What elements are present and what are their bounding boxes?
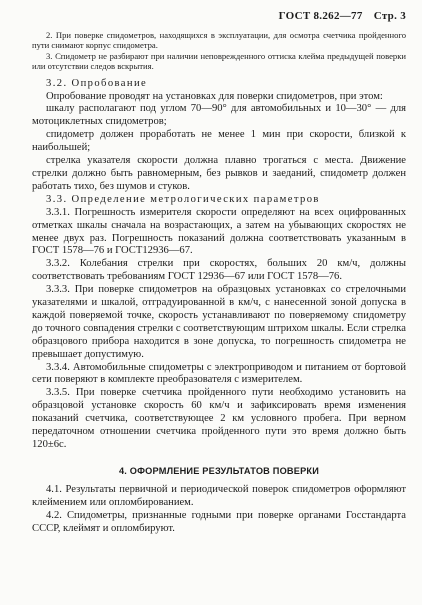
section-3-2-intro: Опробование проводят на установках для поверки спидометров, при этом: (46, 90, 383, 102)
note-2: 2. При поверке спидометров, находящихся в эксплуатации, для осмотра счетчика пройденного пути снимают корпус спидометра. (32, 30, 406, 51)
paragraph-3-3-1: 3.3.1. Погрешность измерителя скорости определяют на всех оцифрованных отметках шкалы сначала на возрастающих, а затем на убывающих скоростях не менее двух раз. Погрешность показаний должна соответствовать указанным в ГОСТ 1578—76 и ГОСТ12936—67. (32, 206, 406, 257)
paragraph-3-3-2: 3.3.2. Колебания стрелки при скоростях, больших 20 км/ч, должны соответствовать требованиям ГОСТ 12936—67 или ГОСТ 1578—76. (32, 258, 406, 283)
section-3-2-title: 3.2. Опробование (46, 77, 148, 89)
page-number: Стр. 3 (373, 10, 406, 22)
page-header (271, 10, 406, 22)
paragraph-4-2: 4.2. Спидометры, признанные годными при поверке органами Госстандарта СССР, клеймят и опломбируют. (32, 509, 406, 534)
paragraph-3-3-5: 3.3.5. При поверке счетчика пройденного пути необходимо установить на образцовой установке скорость 60 км/ч и зафиксировать время изменения показаний счетчика, соответствующее 2 км условного пробега. При верном передаточном отношении счетчика пройденного пути это время должно быть 120±6с. (32, 387, 406, 450)
note-3: 3. Спидометр не разбирают при наличии неповрежденного оттиска клейма предыдущей поверки или отсутствии следов вскрытия. (32, 50, 406, 72)
section-3-3-title: 3.3. Определение метрологических параметров (46, 193, 320, 205)
paragraph-3-3-4: 3.3.4. Автомобильные спидометры с электроприводом и питанием от бортовой сети поверяют в комплекте преобразователя с измерителем. (32, 361, 406, 386)
page-body (32, 30, 406, 536)
paragraph-3-3-3: 3.3.3. При поверке спидометров на образцовых установках со стрелочными указателями и шкалой, отградуированной в км/ч, с нанесенной зоной допуска в каждой поверяемой точке, скорость устанавливают по поверяемому спидометру до точного совпадения стрелки с соответствующим штрихом шкалы. Если стрелка образцового прибора находится в зоне допуска, то погрешность спидометра не превышает допустимую. (32, 284, 406, 360)
section-4-title: 4. ОФОРМЛЕНИЕ РЕЗУЛЬТАТОВ ПОВЕРКИ (118, 465, 320, 476)
section-3-2-item-3: стрелка указателя скорости должна плавно трогаться с места. Движение стрелки должно быть равномерным, без рывков и заеданий, спидометр должен работать тихо, без шумов и стуков. (32, 155, 406, 192)
standard-number: ГОСТ 8.262—77 (278, 10, 363, 22)
section-3-2-item-2: спидометр должен проработать не менее 1 мин при скорости, близкой к наибольшей; (32, 129, 406, 154)
section-3-2-item-1: шкалу располагают под углом 70—90° для автомобильных и 10—30° — для мотоциклетных спидометров; (32, 103, 406, 128)
paragraph-4-1: 4.1. Результаты первичной и периодической поверок спидометров оформляют клеймением или опломбированием. (32, 483, 406, 508)
